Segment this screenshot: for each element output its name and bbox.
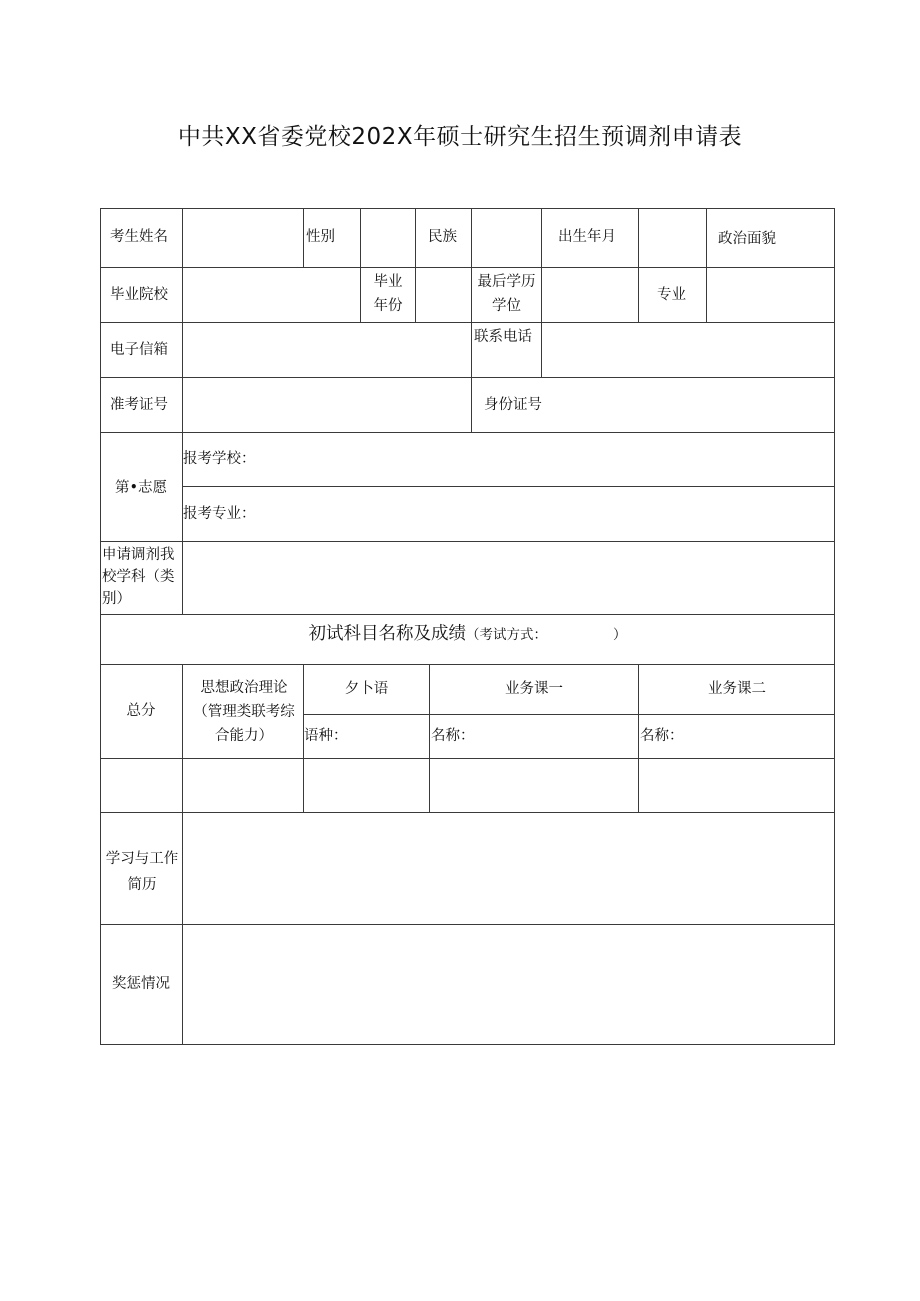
ethnicity-label: 民族 — [428, 229, 457, 245]
course1-name-input[interactable] — [477, 718, 635, 754]
rule — [360, 208, 361, 267]
course1-label: 业务课一 — [505, 681, 563, 697]
language-type-label: 语种： — [304, 728, 348, 744]
course2-label: 业务课二 — [708, 681, 766, 697]
rule — [541, 267, 542, 322]
birth-label: 出生年月 — [558, 229, 616, 245]
rule — [303, 208, 304, 267]
gender-input[interactable] — [363, 212, 412, 263]
major-label: 专业 — [657, 287, 686, 303]
rule — [182, 486, 835, 487]
rule — [100, 664, 835, 665]
admission-no-label: 准考证号 — [110, 397, 168, 413]
rule — [100, 541, 835, 542]
scores-heading-title: 初试科目名称及成绩 — [308, 624, 466, 644]
total-score-label: 总分 — [126, 703, 156, 719]
apply-school-label: 报考学校： — [183, 451, 256, 467]
grad-year-label-line2: 年份 — [373, 298, 403, 314]
rule — [638, 208, 639, 267]
political-label: 政治面貌 — [718, 231, 776, 247]
id-no-input[interactable] — [660, 381, 831, 428]
rule — [638, 267, 639, 322]
rule — [182, 208, 183, 614]
page-title: 中共XX省委党校202X年硕士研究生招生预调剂申请表 — [177, 124, 743, 150]
apply-major-input[interactable] — [260, 491, 830, 537]
grad-year-label-line1: 毕业 — [373, 274, 403, 290]
rule — [471, 208, 472, 267]
course2-name-label: 名称： — [640, 728, 684, 744]
rule — [100, 924, 835, 925]
course1-name-label: 名称： — [431, 728, 475, 744]
scores-heading — [100, 623, 835, 646]
school-input[interactable] — [186, 271, 356, 318]
ethnicity-input[interactable] — [474, 212, 538, 263]
course1-score-input[interactable] — [433, 762, 634, 808]
id-no-label: 身份证号 — [484, 397, 542, 413]
transfer-subject-label: 申请调剂我校学科（类别） — [102, 547, 175, 607]
rule — [100, 377, 835, 378]
degree-label-line2: 学位 — [492, 298, 521, 314]
rule — [415, 208, 416, 267]
language-type-input[interactable] — [350, 718, 426, 754]
phone-input[interactable] — [544, 326, 831, 373]
rule — [100, 322, 835, 323]
course2-name-input[interactable] — [686, 718, 831, 754]
resume-input[interactable] — [186, 816, 831, 920]
gender-label: 性别 — [306, 229, 335, 245]
foreign-language-label: 夕卜语 — [344, 681, 389, 697]
first-choice-label: 第•志愿 — [114, 480, 168, 496]
rule — [415, 267, 416, 322]
exam-method-close: ） — [613, 627, 627, 643]
exam-method-label: （考试方式： — [466, 627, 547, 643]
awards-input[interactable] — [186, 928, 831, 1040]
rule — [100, 812, 835, 813]
rule — [100, 1044, 835, 1045]
politics-score-input[interactable] — [186, 762, 299, 808]
school-label: 毕业院校 — [110, 287, 168, 303]
degree-label-line1: 最后学历 — [477, 274, 536, 290]
name-input[interactable] — [186, 212, 299, 263]
rule — [541, 208, 542, 267]
foreign-score-input[interactable] — [307, 762, 425, 808]
rule — [100, 432, 835, 433]
apply-school-input[interactable] — [260, 436, 830, 482]
apply-major-label: 报考专业： — [183, 506, 256, 522]
rule — [100, 208, 835, 209]
application-form — [100, 208, 835, 1045]
rule — [706, 267, 707, 322]
rule — [706, 208, 707, 267]
rule — [541, 322, 542, 377]
rule — [182, 664, 183, 1044]
phone-label: 联系电话 — [474, 329, 532, 345]
rule — [303, 714, 835, 715]
admission-no-input[interactable] — [186, 381, 468, 428]
email-label: 电子信箱 — [110, 342, 168, 358]
rule — [471, 322, 472, 432]
rule — [100, 758, 835, 759]
resume-label: 学习与工作简历 — [105, 851, 179, 893]
total-score-input[interactable] — [104, 762, 178, 808]
degree-input[interactable] — [544, 271, 635, 318]
rule — [100, 267, 835, 268]
name-label: 考生姓名 — [110, 229, 168, 245]
birth-input[interactable] — [641, 212, 703, 263]
grad-year-input[interactable] — [418, 271, 468, 318]
course2-score-input[interactable] — [642, 762, 831, 808]
major-input[interactable] — [709, 271, 831, 318]
politics-label: 思想政治理论（管理类联考综合能力） — [193, 680, 295, 744]
awards-label: 奖惩情况 — [112, 976, 170, 992]
email-input[interactable] — [186, 326, 468, 373]
transfer-subject-input[interactable] — [186, 546, 831, 610]
rule — [100, 614, 835, 615]
